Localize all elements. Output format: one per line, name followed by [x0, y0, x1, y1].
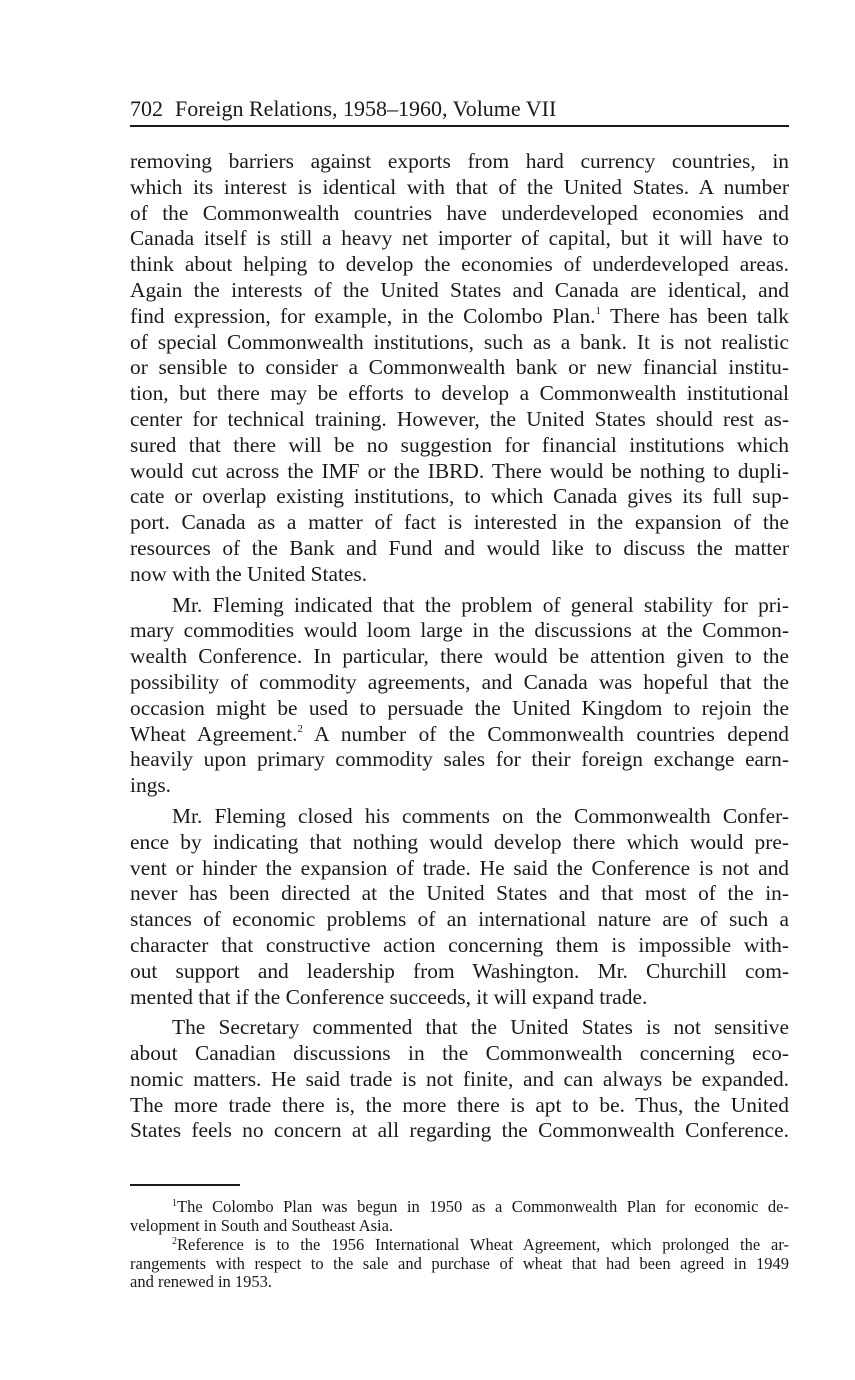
- body-text: [130, 149, 789, 1144]
- text-line: possibility of commodity agreements, and Canada was hopeful that the: [130, 669, 789, 694]
- footnote-ref-1[interactable]: 1: [595, 304, 601, 317]
- text-line: velopment in South and Southeast Asia.: [130, 1215, 394, 1235]
- text-line: [130, 722, 789, 748]
- text-line: sured that there will be no suggestion for financial institutions which: [130, 432, 789, 457]
- text-segment: find expression, for example, in the Colombo Plan.: [130, 303, 596, 328]
- text-line: which its interest is identical with that of the United States. A number: [130, 174, 789, 199]
- text-line: never has been directed at the United States and that most of the in-: [130, 881, 789, 906]
- footnote-1: [130, 1198, 789, 1235]
- text-line: nomic matters. He said trade is not finite, and can always be expanded.: [130, 1066, 789, 1091]
- footnote-2: [130, 1236, 789, 1292]
- text-segment: Reference is to the 1956 International Wheat Agreement, which prolonged the ar-: [177, 1235, 789, 1255]
- text-line: about Canadian discussions in the Commonwealth concerning eco-: [130, 1041, 789, 1066]
- text-line: would cut across the IMF or the IBRD. There would be nothing to dupli-: [130, 458, 789, 483]
- text-line: center for technical training. However, the United States should rest as-: [130, 406, 789, 431]
- paragraph: [130, 593, 789, 799]
- text-line: ings.: [130, 773, 172, 798]
- text-segment: The Colombo Plan was begun in 1950 as a Commonwealth Plan for economic de-: [177, 1197, 789, 1217]
- footnotes: [130, 1198, 789, 1292]
- text-line: mented that if the Conference succeeds, it will expand trade.: [130, 984, 648, 1009]
- footnote-separator: [130, 1184, 240, 1186]
- text-line: and renewed in 1953.: [130, 1272, 273, 1292]
- text-line: ence by indicating that nothing would develop there which would pre-: [130, 829, 789, 854]
- text-line: Again the interests of the United States and Canada are identical, and: [130, 277, 789, 302]
- text-line: of special Commonwealth institutions, such as a bank. It is not realistic: [130, 329, 789, 354]
- footnote-number: 2: [172, 1236, 177, 1248]
- running-title: Foreign Relations, 1958–1960, Volume VII: [175, 96, 557, 121]
- text-segment: Wheat Agreement.: [130, 721, 298, 746]
- text-line: out support and leadership from Washington. Mr. Churchill com-: [130, 958, 789, 983]
- text-segment: A number of the Commonwealth countries depend: [314, 721, 789, 746]
- text-line: rangements with respect to the sale and purchase of wheat that had been agreed in 1949: [130, 1253, 789, 1273]
- text-line: removing barriers against exports from hard currency countries, in: [130, 149, 789, 173]
- text-line: Mr. Fleming indicated that the problem of general stability for pri-: [172, 592, 789, 617]
- text-line: of the Commonwealth countries have underdeveloped economies and: [130, 200, 789, 225]
- text-line: think about helping to develop the economies of underdeveloped areas.: [130, 252, 789, 277]
- text-line: mary commodities would loom large in the discussions at the Common-: [130, 618, 789, 643]
- text-line: [130, 1198, 789, 1217]
- text-line: States feels no concern at all regarding the Commonwealth Conference.: [130, 1118, 789, 1143]
- text-line: stances of economic problems of an international nature are of such a: [130, 907, 789, 932]
- document-page: [130, 95, 789, 1293]
- paragraph: [130, 149, 789, 588]
- text-line: character that constructive action concerning them is impossible with-: [130, 932, 789, 957]
- paragraph: [130, 804, 789, 1010]
- text-line: heavily upon primary commodity sales for their foreign exchange earn-: [130, 747, 789, 772]
- text-segment: There has been talk: [610, 303, 789, 328]
- footnote-ref-2[interactable]: 2: [297, 722, 303, 735]
- text-line: [130, 1236, 789, 1255]
- text-line: port. Canada as a matter of fact is interested in the expansion of the: [130, 510, 789, 535]
- text-line: vent or hinder the expansion of trade. He said the Conference is not and: [130, 855, 789, 880]
- text-line: [130, 304, 789, 330]
- text-line: The more trade there is, the more there is apt to be. Thus, the United: [130, 1092, 789, 1117]
- text-line: tion, but there may be efforts to develop a Commonwealth institutional: [130, 381, 789, 406]
- text-line: or sensible to consider a Commonwealth bank or new financial institu-: [130, 355, 789, 380]
- text-line: now with the United States.: [130, 561, 368, 586]
- text-line: wealth Conference. In particular, there would be attention given to the: [130, 644, 789, 669]
- running-header: [130, 95, 789, 127]
- text-line: resources of the Bank and Fund and would like to discuss the matter: [130, 535, 789, 560]
- text-line: cate or overlap existing institutions, to which Canada gives its full sup-: [130, 484, 789, 509]
- text-line: Canada itself is still a heavy net importer of capital, but it will have to: [130, 226, 789, 251]
- footnote-number: 1: [172, 1198, 177, 1210]
- text-line: Mr. Fleming closed his comments on the Commonwealth Confer-: [172, 803, 789, 828]
- paragraph: [130, 1015, 789, 1144]
- page-number: 702: [130, 96, 163, 121]
- text-line: occasion might be used to persuade the United Kingdom to rejoin the: [130, 695, 789, 720]
- text-line: The Secretary commented that the United States is not sensitive: [172, 1015, 789, 1040]
